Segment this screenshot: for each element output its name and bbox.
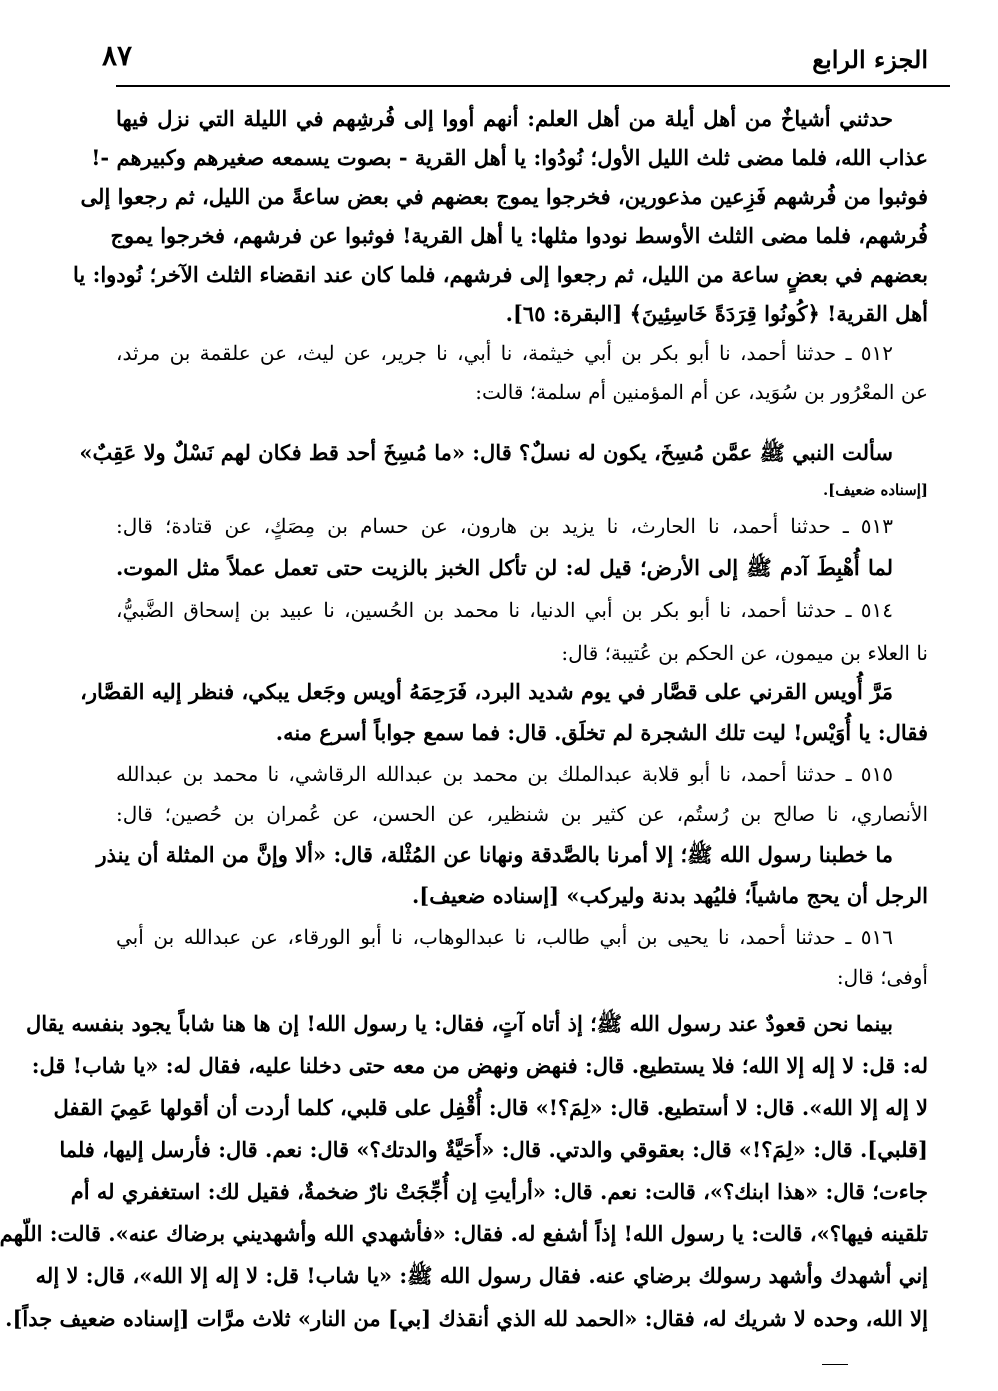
header-rule: [116, 85, 950, 87]
text-line: نا العلاء بن ميمون، عن الحكم بن عُتيبة؛ قال:: [561, 641, 928, 665]
text-line: بينما نحن قعودٌ عند رسول الله ﷺ؛ إذ أتاه آتٍ، فقال: يا رسول الله! إن ها هنا شاباً يجود بنفسه يقال: [25, 1011, 893, 1036]
text-line: فوثبوا من فُرشهم فَزِعين مذعورين، فخرجوا يموج بعضهم في بعض ساعةً من الليل، ثم رجعوا إلى: [80, 184, 928, 209]
text-line: إني أشهدك وأشهد رسولك برضاي عنه. فقال رسول الله ﷺ: «يا شاب! قل: لا إله إلا الله»، قال: لا إله: [35, 1263, 928, 1288]
text-line: مَرَّ أُويس القرني على قصَّار في يوم شديد البرد، فَرَحِمَهُ أويس وجَعل يبكي، فنظر إليه القصَّار،: [80, 679, 893, 704]
text-line: ٥١٦ ـ حدثنا أحمد، نا يحيى بن أبي طالب، نا عبدالوهاب، نا أبو الورقاء، عن عبدالله بن أبي: [116, 925, 893, 949]
text-line: الرجل أن يحج ماشياً؛ فليُهد بدنة وليركب» [إسناده ضعيف].: [411, 883, 928, 908]
text-line: جاءت؛ قال: «هذا ابنك؟»، قالت: نعم. قال: «أرأيتِ إن أُجِّجَتْ نارٌ ضخمةٌ، فقيل لك: استغفري له أم: [70, 1179, 928, 1204]
text-line: عن المعْرُور بن سُوَيد، عن أم المؤمنين أم سلمة؛ قالت:: [475, 380, 928, 404]
text-line: سألت النبي ﷺ عمَّن مُسِخَ، يكون له نسلٌ؟ قال: «ما مُسِخَ أحد قط فكان لهم نَسْلٌ ولا عَقِبٌ»: [79, 440, 893, 465]
text-line: حدثني أشياخٌ من أهل أيلة من أهل العلم: أنهم أووا إلى فُرشِهم في الليلة التي نزل فيها: [116, 106, 893, 131]
text-line: له: قل: لا إله إلا الله؛ فلا يستطيع. قال: فنهض ونهض من معه حتى دخلنا عليه، فقال له: «يا شاب! قل:: [31, 1053, 928, 1078]
text-line: ٥١٢ ـ حدثنا أحمد، نا أبو بكر بن أبي خيثمة، نا أبي، نا جرير، عن ليث، عن علقمة بن مرثد،: [116, 341, 893, 365]
text-line: ما خطبنا رسول الله ﷺ؛ إلا أمرنا بالصَّدقة ونهانا عن المُثْلة، قال: «ألا وإنَّ من المثلة أن ينذر: [96, 842, 893, 867]
closing-mark: [822, 1364, 848, 1365]
text-line: إلا الله، وحده لا شريك له، فقال: «الحمد لله الذي أنقذك [بي] من النار» ثلاث مرَّات [إسناده ضعيف جداً].: [5, 1306, 928, 1331]
text-line: عذاب الله، فلما مضى ثلث الليل الأول؛ نُودُوا: يا أهل القرية - بصوت يسمعه صغيرهم وكبيرهم -!: [91, 145, 928, 170]
page-number: ٨٧: [102, 39, 133, 72]
text-line: أهل القرية! ﴿كُونُوا قِرَدَةً خَاسِئِينَ﴾ [البقرة: ٦٥].: [505, 301, 928, 326]
text-line: الأنصاري، نا صالح بن رُستُم، عن كثير بن شنظير، عن الحسن، عن عُمران بن حُصين؛ قال:: [116, 802, 928, 826]
text-line: ٥١٣ ـ حدثنا أحمد، نا الحارث، نا يزيد بن هارون، عن حسام بن مِصَكٍ، عن قتادة؛ قال:: [116, 514, 893, 538]
text-line: فُرشهم، فلما مضى الثلث الأوسط نودوا مثلها: يا أهل القرية! فوثبوا عن فرشهم، فخرجوا يموج: [110, 223, 928, 248]
text-line: فقال: يا أُوَيْس! ليت تلك الشجرة لم تخلَق. قال: فما سمع جواباً أسرع منه.: [275, 720, 928, 745]
text-line: لا إله إلا الله». قال: لا أستطيع. قال: «لِمَ؟!» قال: أُقْفِل على قلبي، كلما أردت أن أقولها عَمِيَ القفل: [53, 1095, 928, 1120]
text-line: ٥١٥ ـ حدثنا أحمد، نا أبو قلابة عبدالملك بن محمد بن عبدالله الرقاشي، نا محمد بن عبدالله: [116, 762, 893, 786]
text-line: تلقينه فيها؟»، قالت: يا رسول الله! إذاً أشفع له. فقال: «فأشهدي الله وأشهديني برضاك عنه». قالت: اللّهم: [0, 1221, 928, 1246]
text-line: ٥١٤ ـ حدثنا أحمد، نا أبو بكر بن أبي الدنيا، نا محمد بن الحُسين، نا عبيد بن إسحاق الضَّبيُّ،: [116, 598, 893, 622]
text-line: لما أُهْبِطَ آدم ﷺ إلى الأرض؛ قيل له: لن تأكل الخبز بالزيت حتى تعمل عملاً مثل الموت.: [116, 555, 893, 580]
running-header-title: الجزء الرابع: [812, 45, 928, 74]
text-line: بعضهم في بعضٍ ساعة من الليل، ثم رجعوا إلى فرشهم، فلما كان عند انقضاء الثلث الآخر؛ نُودوا: يا: [73, 262, 928, 287]
text-line: أوفى؛ قال:: [836, 965, 928, 989]
text-line: [إسناده ضعيف].: [822, 481, 928, 499]
text-line: [قلبي]. قال: «لِمَ؟!» قال: بعقوقي والدتي. قال: «أَحَيَّةٌ والدتك؟» قال: نعم. قال: فأرسل إليها، فلما: [59, 1137, 928, 1162]
